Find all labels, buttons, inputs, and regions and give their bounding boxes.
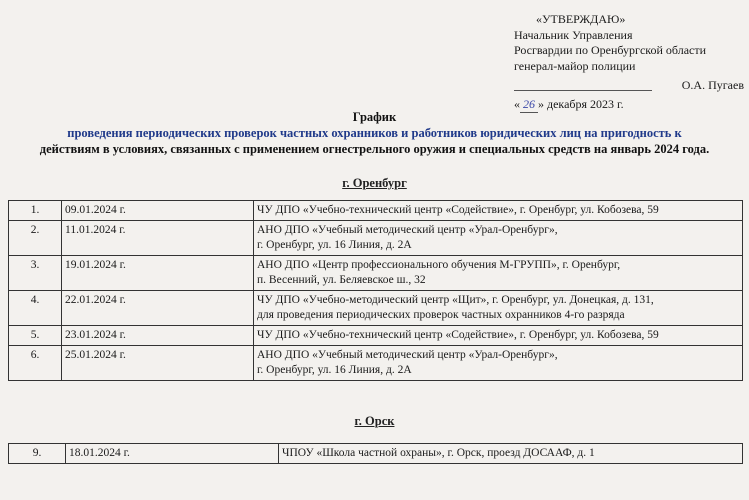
city-heading-orenburg: г. Оренбург bbox=[342, 176, 407, 190]
date-close-quote: » bbox=[538, 96, 544, 111]
place-line-1: ЧУ ДПО «Учебно-методический центр «Щит», г. Оренбург, ул. Донецкая, д. 131, bbox=[257, 294, 654, 306]
signer-name: О.А. Пугаев bbox=[681, 78, 744, 92]
row-date: 22.01.2024 г. bbox=[62, 291, 254, 326]
title-line-2: действиям в условиях, связанных с применением огнестрельного оружия и специальных средств на январь 2024 года. bbox=[39, 142, 710, 156]
table-row bbox=[9, 346, 743, 381]
table-row bbox=[9, 326, 743, 346]
table-row bbox=[9, 221, 743, 256]
place-line-1: ЧУ ДПО «Учебно-технический центр «Содействие», г. Оренбург, ул. Кобозева, 59 bbox=[257, 204, 659, 216]
date-day: 26 bbox=[520, 97, 538, 114]
approval-position-1: Начальник Управления bbox=[514, 27, 633, 42]
approval-position-3: генерал-майор полиции bbox=[514, 58, 636, 73]
row-number: 5. bbox=[9, 326, 62, 346]
table-row bbox=[9, 201, 743, 221]
row-number: 9. bbox=[9, 444, 66, 464]
place-line-2: для проведения периодических проверок частных охранников 4-го разряда bbox=[257, 309, 625, 321]
row-number: 3. bbox=[9, 256, 62, 291]
approval-position-2: Росгвардии по Оренбургской области bbox=[514, 43, 707, 57]
schedule-table-orenburg bbox=[8, 200, 743, 381]
approval-stamp: «УТВЕРЖДАЮ» bbox=[536, 12, 626, 26]
place-line-1: АНО ДПО «Центр профессионального обучения М-ГРУПП», г. Оренбург, bbox=[257, 259, 621, 271]
row-date: 09.01.2024 г. bbox=[62, 201, 254, 221]
row-number: 4. bbox=[9, 291, 62, 326]
row-date: 23.01.2024 г. bbox=[62, 326, 254, 346]
schedule-table-orsk bbox=[8, 443, 743, 464]
date-open-quote: « bbox=[514, 96, 520, 111]
row-place bbox=[254, 221, 743, 256]
row-date: 18.01.2024 г. bbox=[66, 444, 279, 464]
title-main: График bbox=[352, 110, 397, 124]
place-line-1: ЧУ ДПО «Учебно-технический центр «Содействие», г. Оренбург, ул. Кобозева, 59 bbox=[257, 329, 659, 341]
table-row bbox=[9, 256, 743, 291]
row-number: 1. bbox=[9, 201, 62, 221]
row-place bbox=[254, 291, 743, 326]
row-place bbox=[254, 256, 743, 291]
row-number: 6. bbox=[9, 346, 62, 381]
row-place bbox=[254, 201, 743, 221]
place-line-2: г. Оренбург, ул. 16 Линия, д. 2А bbox=[257, 239, 412, 251]
signature-line bbox=[514, 78, 652, 91]
document-title bbox=[0, 109, 749, 157]
row-place bbox=[254, 326, 743, 346]
row-date: 11.01.2024 г. bbox=[62, 221, 254, 256]
place-line-1: АНО ДПО «Учебный методический центр «Урал-Оренбург», bbox=[257, 224, 558, 236]
row-place bbox=[254, 346, 743, 381]
approval-block bbox=[514, 12, 744, 113]
title-line-1: проведения периодических проверок частных охранников и работников юридических лиц на пригодность к bbox=[67, 126, 682, 140]
place-line-1: ЧПОУ «Школа частной охраны», г. Орск, проезд ДОСААФ, д. 1 bbox=[282, 447, 595, 459]
row-date: 25.01.2024 г. bbox=[62, 346, 254, 381]
date-month-year: декабря 2023 г. bbox=[547, 96, 624, 111]
table-row bbox=[9, 291, 743, 326]
place-line-1: АНО ДПО «Учебный методический центр «Урал-Оренбург», bbox=[257, 349, 558, 361]
city-heading-orsk: г. Орск bbox=[354, 414, 395, 428]
row-number: 2. bbox=[9, 221, 62, 256]
signature-row bbox=[514, 78, 744, 94]
row-date: 19.01.2024 г. bbox=[62, 256, 254, 291]
table-row bbox=[9, 444, 743, 464]
row-place bbox=[279, 444, 743, 464]
place-line-2: п. Весенний, ул. Беляевское ш., 32 bbox=[257, 274, 426, 286]
place-line-2: г. Оренбург, ул. 16 Линия, д. 2А bbox=[257, 364, 412, 376]
